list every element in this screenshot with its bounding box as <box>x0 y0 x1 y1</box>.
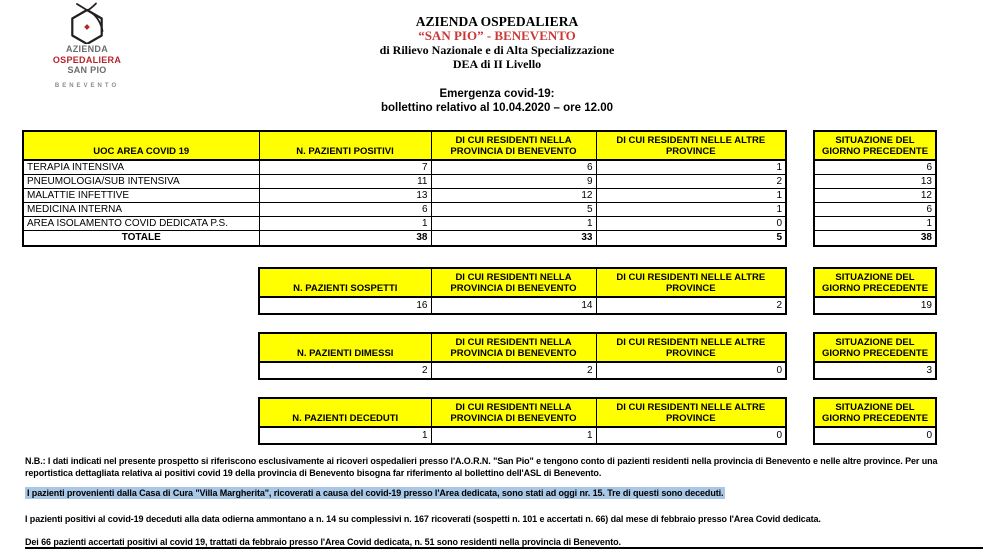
cell-benevento: 1 <box>431 427 596 444</box>
row-label: AREA ISOLAMENTO COVID DEDICATA P.S. <box>23 217 259 231</box>
text-selection-highlight: I pazienti provenienti dalla Casa di Cura "Villa Margherita", ricoverati a causa del covid-19 presso l'Area dedicata, sono stati ad oggi nr. 15. Tre di questi sono deceduti. <box>27 488 724 498</box>
row-label: TERAPIA INTENSIVA <box>23 160 259 175</box>
col-header-situazione: SITUAZIONE DEL GIORNO PRECEDENTE <box>814 268 936 297</box>
cell-precedente: 3 <box>814 362 936 379</box>
letterhead-line3: di Rilievo Nazionale e di Alta Specializzazione <box>379 43 615 57</box>
deaths-note: I pazienti positivi al covid-19 deceduti alla data odierna ammontano a n. 14 su complessivi n. 167 ricoverati (sospetti n. 101 e accertati n. 66) dal mese di febbraio presso l'Area Covid dedicata. <box>25 514 821 524</box>
logo-text-sanpio: SAN PIO <box>67 65 107 75</box>
cell-benevento: 9 <box>431 175 596 189</box>
table-row <box>23 203 786 217</box>
cell-benevento: 6 <box>431 160 596 175</box>
total-benevento: 33 <box>431 231 596 247</box>
table-row <box>23 160 786 175</box>
dimessi-table <box>258 332 787 380</box>
bulletin-title <box>293 88 701 115</box>
cell-altre: 0 <box>596 427 786 444</box>
cell-sospetti: 16 <box>259 297 431 314</box>
cell-altre: 0 <box>596 217 786 231</box>
cell-precedente: 12 <box>814 189 936 203</box>
cell-precedente: 0 <box>814 427 936 444</box>
cell-altre: 1 <box>596 160 786 175</box>
col-header-positivi: N. PAZIENTI POSITIVI <box>259 131 431 160</box>
col-header-dimessi: N. PAZIENTI DIMESSI <box>259 333 431 362</box>
col-header-benevento: DI CUI RESIDENTI NELLA PROVINCIA DI BENEVENTO <box>431 398 596 427</box>
col-header-altre: DI CUI RESIDENTI NELLE ALTRE PROVINCE <box>596 131 786 160</box>
cell-altre: 1 <box>596 203 786 217</box>
sospetti-table <box>258 267 787 315</box>
logo-text-ospedaliera: OSPEDALIERA <box>52 54 122 65</box>
table-row <box>259 362 786 379</box>
cell-positivi: 13 <box>259 189 431 203</box>
col-header-situazione: SITUAZIONE DEL GIORNO PRECEDENTE <box>814 333 936 362</box>
cell-positivi: 1 <box>259 217 431 231</box>
col-header-uoc: UOC AREA COVID 19 <box>23 131 259 160</box>
letterhead-subtitle: “SAN PIO” - BENEVENTO <box>418 28 576 43</box>
table-row <box>259 427 786 444</box>
bulletin-line2: bollettino relativo al 10.04.2020 – ore 12.00 <box>380 101 614 114</box>
highlighted-note <box>25 488 975 500</box>
row-label: MEDICINA INTERNA <box>23 203 259 217</box>
situazione-table-deceduti <box>813 397 937 445</box>
cell-benevento: 1 <box>431 217 596 231</box>
cell-positivi: 11 <box>259 175 431 189</box>
situazione-table-sospetti <box>813 267 937 315</box>
cell-altre: 2 <box>596 175 786 189</box>
total-label: TOTALE <box>23 231 259 247</box>
cell-altre: 1 <box>596 189 786 203</box>
situazione-table-dimessi <box>813 332 937 380</box>
col-header-sospetti: N. PAZIENTI SOSPETTI <box>259 268 431 297</box>
col-header-benevento: DI CUI RESIDENTI NELLA PROVINCIA DI BENEVENTO <box>431 268 596 297</box>
table-row <box>23 217 786 231</box>
row-label: MALATTIE INFETTIVE <box>23 189 259 203</box>
col-header-altre: DI CUI RESIDENTI NELLE ALTRE PROVINCE <box>596 268 786 297</box>
cell-benevento: 5 <box>431 203 596 217</box>
col-header-benevento: DI CUI RESIDENTI NELLA PROVINCIA DI BENEVENTO <box>431 333 596 362</box>
table-row <box>23 189 786 203</box>
total-positivi: 38 <box>259 231 431 247</box>
situazione-table-main <box>813 130 937 247</box>
table-row <box>23 175 786 189</box>
covid-area-table <box>22 130 787 247</box>
cell-precedente: 6 <box>814 160 936 175</box>
letterhead-line4: DEA di II Livello <box>452 57 542 71</box>
cell-precedente: 13 <box>814 175 936 189</box>
covid-table-header-row <box>23 131 786 160</box>
hospital-logo <box>46 2 128 89</box>
letterhead <box>293 14 701 71</box>
bulletin-line1: Emergenza covid-19: <box>439 88 555 100</box>
cell-positivi: 6 <box>259 203 431 217</box>
cell-benevento: 2 <box>431 362 596 379</box>
cell-precedente: 19 <box>814 297 936 314</box>
col-header-deceduti: N. PAZIENTI DECEDUTI <box>259 398 431 427</box>
deceduti-table <box>258 397 787 445</box>
row-label: PNEUMOLOGIA/SUB INTENSIVA <box>23 175 259 189</box>
cell-deceduti: 1 <box>259 427 431 444</box>
cell-altre: 2 <box>596 297 786 314</box>
total-precedente: 38 <box>814 231 936 247</box>
table-row <box>259 297 786 314</box>
col-header-altre: DI CUI RESIDENTI NELLE ALTRE PROVINCE <box>596 398 786 427</box>
bottom-rule <box>25 547 983 549</box>
cell-altre: 0 <box>596 362 786 379</box>
hexagon-olive-logo-icon <box>48 2 126 44</box>
nb-note: N.B.: I dati indicati nel presente prospetto si riferiscono esclusivamente ai ricoveri ospedalieri presso l'A.O.R.N. "San Pio" e tengono conto di pazienti residenti nella provincia di Benevento e nelle altre province. Per una reportistica dettagliata relativa ai positivi covid 19 della provincia di Benevento bisogna far riferimento al bollettino dell'ASL di Benevento. <box>25 456 938 478</box>
cell-dimessi: 2 <box>259 362 431 379</box>
logo-text-azienda: AZIENDA <box>65 44 109 54</box>
cell-precedente: 6 <box>814 203 936 217</box>
col-header-situazione: SITUAZIONE DEL GIORNO PRECEDENTE <box>814 398 936 427</box>
cell-positivi: 7 <box>259 160 431 175</box>
table-total-row <box>23 231 786 247</box>
logo-text-benevento: BENEVENTO <box>54 82 120 89</box>
letterhead-title: AZIENDA OSPEDALIERA <box>415 14 579 29</box>
total-altre: 5 <box>596 231 786 247</box>
col-header-situazione: SITUAZIONE DEL GIORNO PRECEDENTE <box>814 131 936 160</box>
col-header-benevento: DI CUI RESIDENTI NELLA PROVINCIA DI BENEVENTO <box>431 131 596 160</box>
cell-benevento: 12 <box>431 189 596 203</box>
col-header-altre: DI CUI RESIDENTI NELLE ALTRE PROVINCE <box>596 333 786 362</box>
residents-note: Dei 66 pazienti accertati positivi al covid 19, trattati da febbraio presso l'Area Covid dedicata, n. 51 sono residenti nella provincia di Benevento. <box>25 537 621 547</box>
cell-benevento: 14 <box>431 297 596 314</box>
cell-precedente: 1 <box>814 217 936 231</box>
